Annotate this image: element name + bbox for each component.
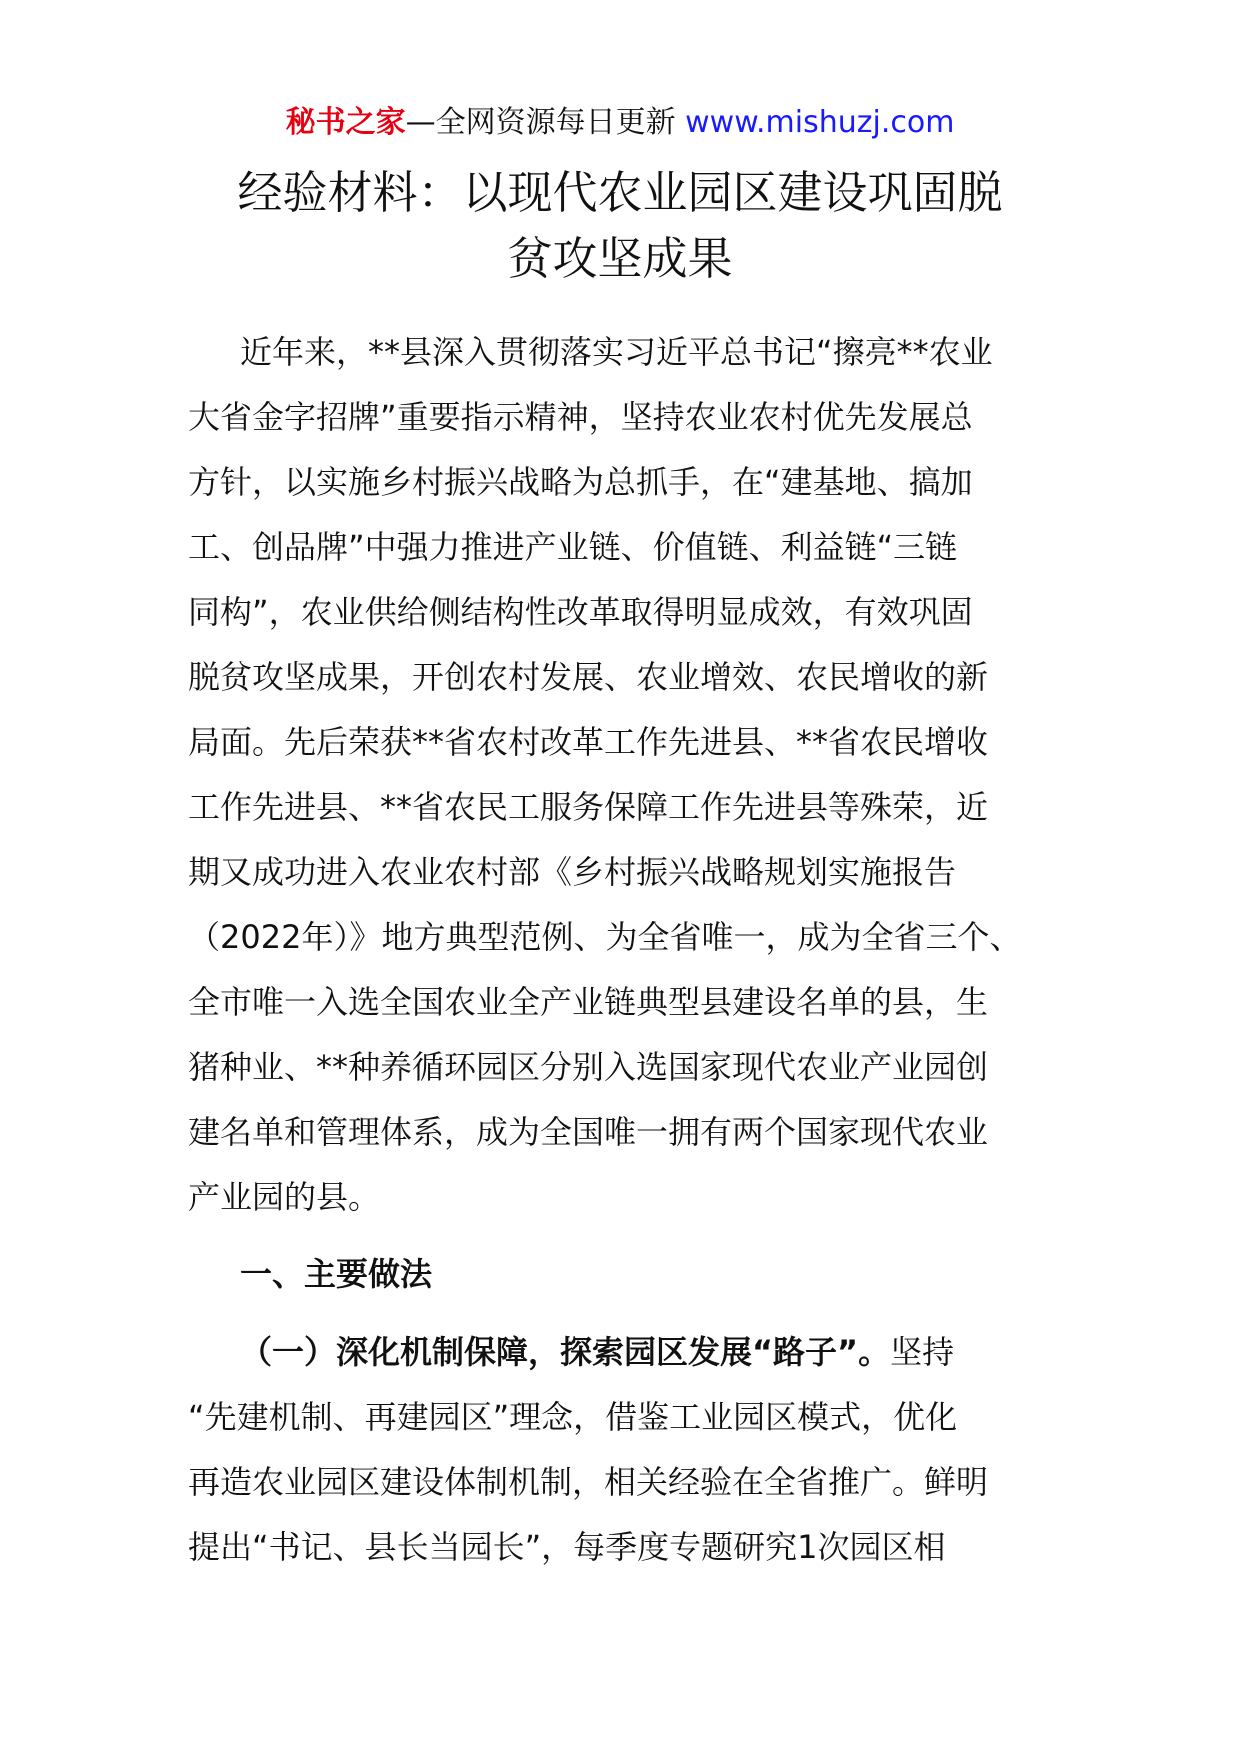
paragraph-line: 工作先进县、**省农民工服务保障工作先进县等殊荣，近 (188, 788, 989, 826)
paragraph-line: 同构”，农业供给侧结构性改革取得明显成效，有效巩固 (188, 593, 973, 631)
paragraph-line: 方针，以实施乡村振兴战略为总抓手，在“建基地、搞加 (188, 463, 973, 501)
paragraph-line: 工、创品牌”中强力推进产业链、价值链、利益链“三链 (188, 528, 958, 566)
paragraph-line: 全市唯一入选全国农业全产业链典型县建设名单的县，生 (188, 983, 989, 1021)
paragraph-line: 局面。先后荣获**省农村改革工作先进县、**省农民增收 (188, 723, 989, 761)
paragraph-line: 大省金字招牌”重要指示精神，坚持农业农村优先发展总 (188, 398, 973, 436)
paragraph-line: 建名单和管理体系，成为全国唯一拥有两个国家现代农业 (188, 1113, 989, 1151)
subsection-paragraph-1 (188, 1320, 1088, 1580)
paragraph-line: “先建机制、再建园区”理念，借鉴工业园区模式，优化 (188, 1398, 958, 1436)
section-heading-1: 一、主要做法 (240, 1255, 433, 1293)
paragraph-line: 再造农业园区建设体制机制，相关经验在全省推广。鲜明 (188, 1463, 989, 1501)
paragraph-line: 脱贫攻坚成果，开创农村发展、农业增效、农民增收的新 (188, 658, 989, 696)
paragraph-line: 猪种业、**种养循环园区分别入选国家现代农业产业园创 (188, 1048, 989, 1086)
brand-name: 秘书之家 (285, 105, 406, 140)
subsection-lead-rest: 坚持 (890, 1333, 955, 1371)
paragraph-line (188, 1320, 1088, 1385)
subsection-heading-1: （一）深化机制保障，探索园区发展“路子”。 (240, 1333, 891, 1371)
paragraph-line: 提出“书记、县长当园长”，每季度专题研究1次园区相 (188, 1528, 946, 1566)
paragraph-line: （2022年）》地方典型范例、为全省唯一，成为全省三个、 (188, 918, 1022, 956)
intro-paragraph (188, 320, 1088, 1230)
paragraph-line: 产业园的县。 (188, 1178, 381, 1216)
site-url-link[interactable]: www.mishuzj.com (685, 105, 955, 140)
title-line-1: 经验材料：以现代农业园区建设巩固脱 (237, 166, 1003, 219)
banner-tagline: —全网资源每日更新 (405, 105, 676, 140)
document-title (0, 160, 1240, 292)
title-line-2: 贫攻坚成果 (507, 232, 733, 285)
paragraph-line: 期又成功进入农业农村部《乡村振兴战略规划实施报告 (188, 853, 957, 891)
paragraph-line: 近年来，**县深入贯彻落实习近平总书记“擦亮**农业 (240, 333, 993, 371)
site-banner (0, 103, 1240, 143)
